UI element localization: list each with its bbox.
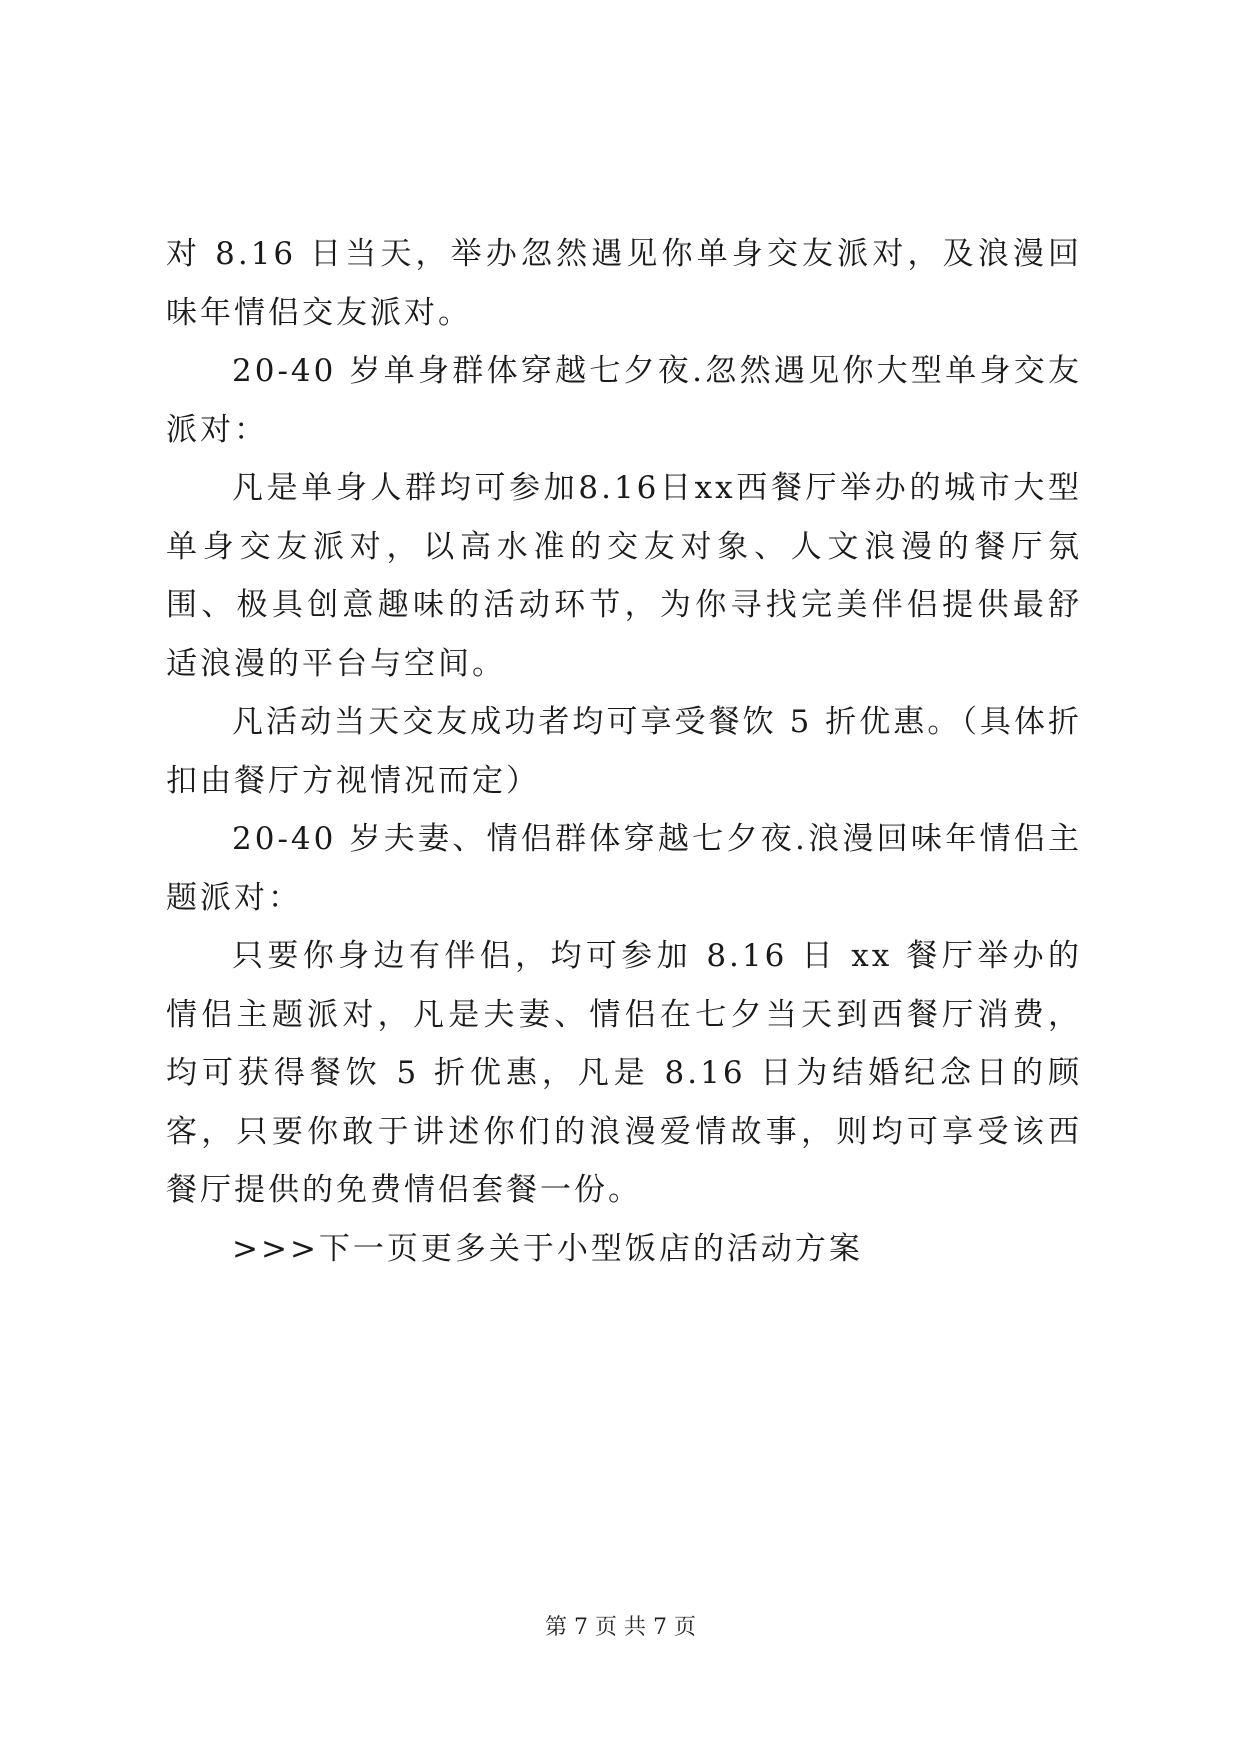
page-number-footer: 第 7 页 共 7 页 xyxy=(545,1615,696,1640)
paragraph-singles-party-details: 凡是单身人群均可参加8.16日xx西餐厅举办的城市大型单身交友派对，以高水准的交友对象、人文浪漫的餐厅氛围、极具创意趣味的活动环节，为你寻找完美伴侣提供最舒适浪漫的平台与空间。 xyxy=(166,470,1082,682)
paragraph-couples-party-details: 只要你身边有伴侣，均可参加 8.16 日 xx 餐厅举办的情侣主题派对，凡是夫妻、情侣在七夕当天到西餐厅消费，均可获得餐饮 5 折优惠，凡是 8.16 日为结婚纪念日的顾客，只要你敢于讲述你们的浪漫爱情故事，则均可享受该西餐厅提供的免费情侣套餐一份。 xyxy=(166,938,1082,1208)
paragraph-couples-party-heading: 20-40 岁夫妻、情侣群体穿越七夕夜.浪漫回味年情侣主题派对： xyxy=(166,821,1082,916)
paragraph-discount-note: 凡活动当天交友成功者均可享受餐饮 5 折优惠。（具体折扣由餐厅方视情况而定） xyxy=(166,704,1082,799)
paragraph-continuation: 对 8.16 日当天，举办忽然遇见你单身交友派对，及浪漫回味年情侣交友派对。 xyxy=(166,236,1082,331)
next-page-link[interactable]: >>>下一页更多关于小型饭店的活动方案 xyxy=(232,1230,863,1267)
paragraph-singles-party-heading: 20-40 岁单身群体穿越七夕夜.忽然遇见你大型单身交友派对： xyxy=(166,353,1082,448)
document-body xyxy=(166,225,1082,1278)
